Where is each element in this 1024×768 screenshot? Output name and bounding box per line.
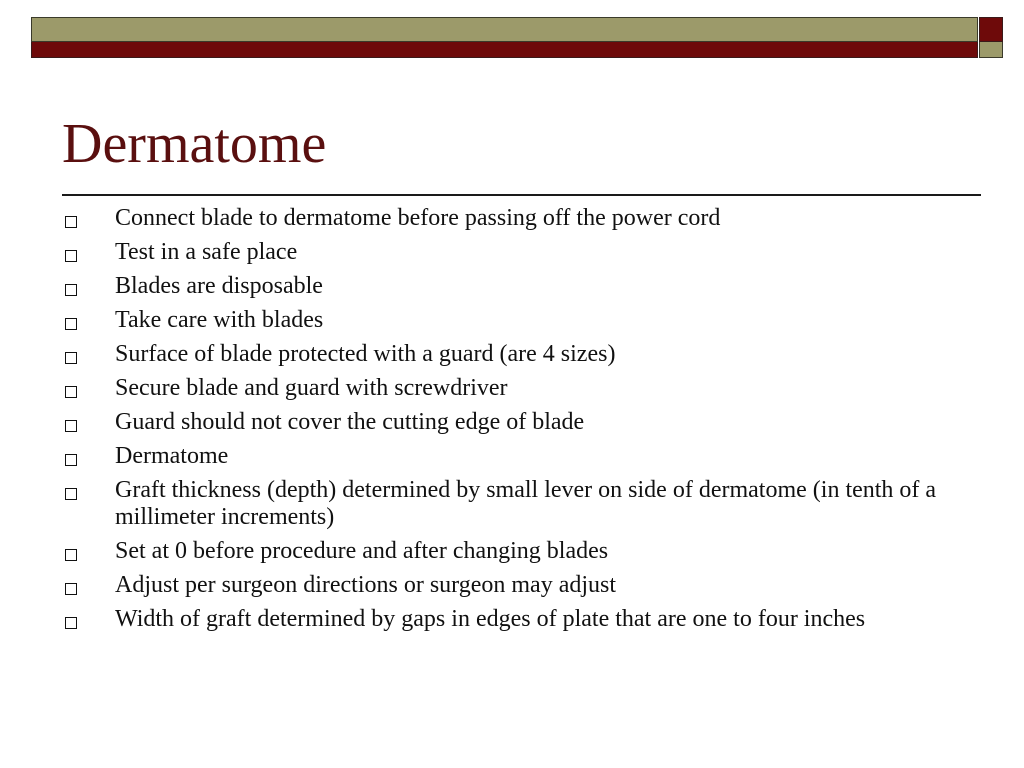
hollow-square-icon	[65, 386, 77, 398]
bullet-item	[62, 239, 962, 266]
title-divider	[62, 194, 981, 196]
bullet-text: Blades are disposable	[115, 273, 323, 299]
hollow-square-icon	[65, 318, 77, 330]
bullet-item	[62, 572, 962, 599]
header-olive-square	[979, 42, 1003, 58]
hollow-square-icon	[65, 617, 77, 629]
hollow-square-icon	[65, 420, 77, 432]
bullet-item	[62, 341, 962, 368]
bullet-item	[62, 538, 962, 565]
bullet-text: Width of graft determined by gaps in edges of plate that are one to four inches	[115, 606, 866, 632]
header-maroon-bar	[31, 42, 978, 58]
hollow-square-icon	[65, 454, 77, 466]
bullet-text: Secure blade and guard with screwdriver	[115, 375, 508, 401]
bullet-text: Connect blade to dermatome before passing off the power cord	[115, 205, 721, 231]
bullet-item	[62, 606, 962, 633]
bullet-list	[62, 205, 962, 640]
bullet-item	[62, 477, 962, 531]
hollow-square-icon	[65, 216, 77, 228]
hollow-square-icon	[65, 284, 77, 296]
bullet-text: Set at 0 before procedure and after changing blades	[115, 538, 609, 564]
header-olive-bar	[31, 17, 978, 42]
hollow-square-icon	[65, 488, 77, 500]
bullet-text: Dermatome	[115, 443, 229, 469]
hollow-square-icon	[65, 250, 77, 262]
bullet-text: Test in a safe place	[115, 239, 298, 265]
bullet-text: Graft thickness (depth) determined by small lever on side of dermatome (in tenth of a millimeter increments)	[115, 477, 937, 530]
bullet-item	[62, 273, 962, 300]
hollow-square-icon	[65, 549, 77, 561]
bullet-text: Guard should not cover the cutting edge of blade	[115, 409, 585, 435]
slide-title: Dermatome	[62, 113, 327, 175]
bullet-item	[62, 205, 962, 232]
bullet-item	[62, 307, 962, 334]
bullet-text: Adjust per surgeon directions or surgeon may adjust	[115, 572, 617, 598]
bullet-item	[62, 409, 962, 436]
bullet-item	[62, 375, 962, 402]
bullet-item	[62, 443, 962, 470]
bullet-text: Take care with blades	[115, 307, 324, 333]
header-maroon-square	[979, 17, 1003, 42]
hollow-square-icon	[65, 352, 77, 364]
bullet-text: Surface of blade protected with a guard (are 4 sizes)	[115, 341, 616, 367]
hollow-square-icon	[65, 583, 77, 595]
